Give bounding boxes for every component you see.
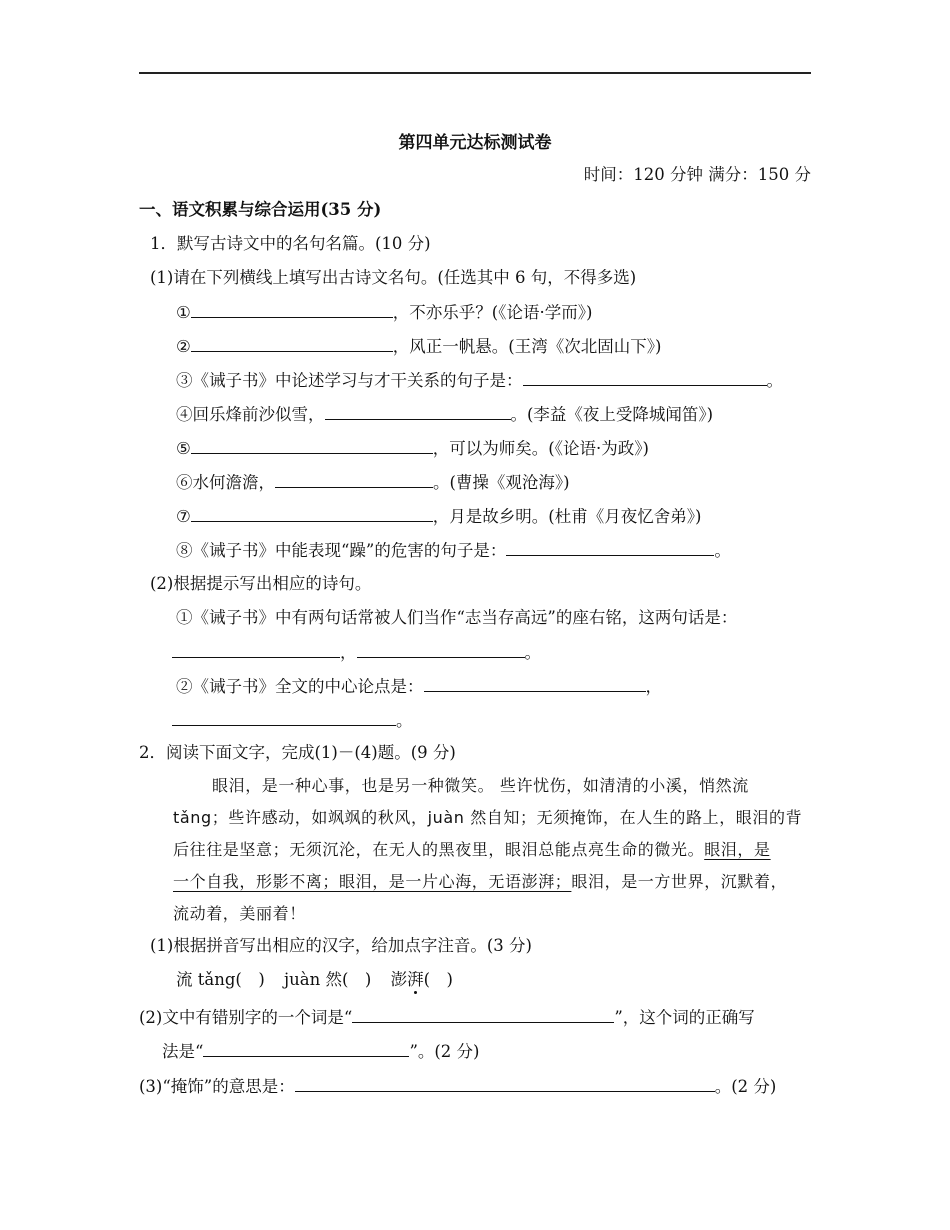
part-2-item-2-continuation — [172, 709, 413, 732]
part-2-item-2-prompt: ②《诫子书》全文的中心论点是： — [176, 677, 424, 696]
answer-blank[interactable] — [191, 505, 433, 522]
section-heading: 一、语文积累与综合运用(35 分) — [139, 200, 382, 219]
pinyin-item-3 — [391, 970, 453, 989]
item-suffix: 。 — [766, 371, 783, 390]
item-suffix: 。(李益《夜上受降城闻笛》) — [510, 405, 714, 424]
pinyin-item-2: juàn 然( ) — [284, 970, 372, 989]
answer-blank[interactable] — [172, 641, 340, 658]
item-suffix: ，不亦乐乎？(《论语·学而》) — [392, 303, 593, 322]
item-suffix: ，风正一帆悬。(王湾《次北固山下》) — [392, 337, 662, 356]
pinyin-item-1: 流 tǎng( ) — [176, 970, 265, 989]
question-1-part-2-label: (2)根据提示写出相应的诗句。 — [150, 574, 372, 593]
sub-question-1: (1)根据拼音写出相应的汉字，给加点字注音。(3 分) — [150, 936, 532, 955]
passage-line-3 — [173, 839, 771, 861]
sub-question-3 — [139, 1075, 776, 1098]
question-text: (3)“掩饰”的意思是： — [139, 1077, 295, 1096]
poem-item-5 — [176, 437, 649, 460]
answer-blank[interactable] — [191, 335, 393, 352]
question-1-part-1-label: (1)请在下列横线上填写出古诗文名句。(任选其中 6 句，不得多选) — [150, 268, 637, 287]
poem-item-1 — [176, 301, 592, 324]
item-suffix: 。(曹操《观沧海》) — [433, 473, 570, 492]
item-prefix: ③《诫子书》中论述学习与才干关系的句子是： — [176, 371, 523, 390]
question-text: (2)文中有错别字的一个词是“ — [139, 1008, 353, 1027]
answer-blank[interactable] — [295, 1075, 715, 1092]
answer-blank[interactable] — [172, 709, 396, 726]
poem-item-6 — [176, 471, 570, 494]
underlined-passage-text: 眼泪，是 — [704, 840, 771, 859]
answer-separator: ， — [340, 643, 357, 662]
question-2-stem: 2．阅读下面文字，完成(1)－(4)题。(9 分) — [139, 743, 456, 762]
underlined-passage-text: 一个自我，形影不离；眼泪，是一片心海，无语澎湃； — [173, 872, 572, 891]
poem-item-7 — [176, 505, 701, 528]
answer-blank[interactable] — [424, 675, 646, 692]
item-suffix: ，月是故乡明。(杜甫《月夜忆舍弟》) — [432, 507, 702, 526]
passage-text: 后往往是坚意；无须沉沦，在无人的黑夜里，眼泪总能点亮生命的微光。 — [173, 840, 705, 859]
answer-blank[interactable] — [506, 539, 714, 556]
pinyin-char: 澎 — [390, 970, 408, 989]
page-title: 第四单元达标测试卷 — [398, 133, 552, 153]
item-prefix: ② — [176, 337, 191, 356]
item-prefix: ① — [176, 303, 191, 322]
question-1-stem: 1．默写古诗文中的名句名篇。(10 分) — [150, 234, 431, 253]
answer-blank[interactable] — [523, 369, 767, 386]
sub-question-2-line-2 — [162, 1040, 480, 1063]
part-2-item-2 — [176, 675, 662, 698]
question-text: 法是“ — [162, 1042, 204, 1061]
sub-question-2-line-1 — [139, 1006, 755, 1029]
passage-line-5: 流动着，美丽着！ — [173, 904, 306, 923]
item-prefix: ④回乐烽前沙似雪， — [176, 405, 325, 424]
item-prefix: ⑦ — [176, 507, 191, 526]
answer-blank[interactable] — [325, 403, 511, 420]
top-rule — [139, 72, 811, 74]
part-2-item-1-answer — [172, 641, 541, 664]
answer-separator: ， — [645, 677, 662, 696]
item-prefix: ⑧《诫子书》中能表现“躁”的危害的句子是： — [176, 541, 507, 560]
answer-blank[interactable] — [203, 1040, 409, 1057]
poem-item-2 — [176, 335, 661, 358]
pinyin-bracket: ( ) — [423, 970, 453, 989]
item-suffix: 。 — [714, 541, 731, 560]
pinyin-row — [176, 969, 453, 991]
question-text: ”，这个词的正确写 — [614, 1008, 755, 1027]
question-text: 。(2 分) — [714, 1077, 777, 1096]
dotted-char: 湃 — [407, 970, 424, 989]
answer-blank[interactable] — [191, 301, 393, 318]
item-suffix: ，可以为师矣。(《论语·为政》) — [432, 439, 649, 458]
passage-text: 眼泪，是一方世界，沉默着， — [571, 872, 788, 891]
item-prefix: ⑥水何澹澹， — [176, 473, 275, 492]
passage-line-4 — [173, 871, 787, 893]
answer-end: 。 — [524, 643, 541, 662]
poem-item-4 — [176, 403, 713, 426]
answer-blank[interactable] — [275, 471, 433, 488]
item-prefix: ⑤ — [176, 439, 191, 458]
answer-blank[interactable] — [352, 1006, 614, 1023]
answer-blank[interactable] — [357, 641, 525, 658]
poem-item-8 — [176, 539, 731, 562]
poem-item-3 — [176, 369, 783, 392]
question-text: ”。(2 分) — [409, 1042, 480, 1061]
passage-line-1: 眼泪，是一种心事，也是另一种微笑。 些许忧伤，如清清的小溪，悄然流 — [212, 776, 749, 795]
part-2-item-1-prompt: ①《诫子书》中有两句话常被人们当作“志当存高远”的座右铭，这两句话是： — [176, 608, 738, 627]
time-score-info: 时间：120 分钟 满分：150 分 — [583, 165, 811, 184]
passage-line-2: tǎng；些许感动，如飒飒的秋风，juàn 然自知；无须掩饰，在人生的路上，眼泪的背 — [173, 808, 803, 827]
answer-end: 。 — [396, 711, 413, 730]
answer-blank[interactable] — [191, 437, 433, 454]
